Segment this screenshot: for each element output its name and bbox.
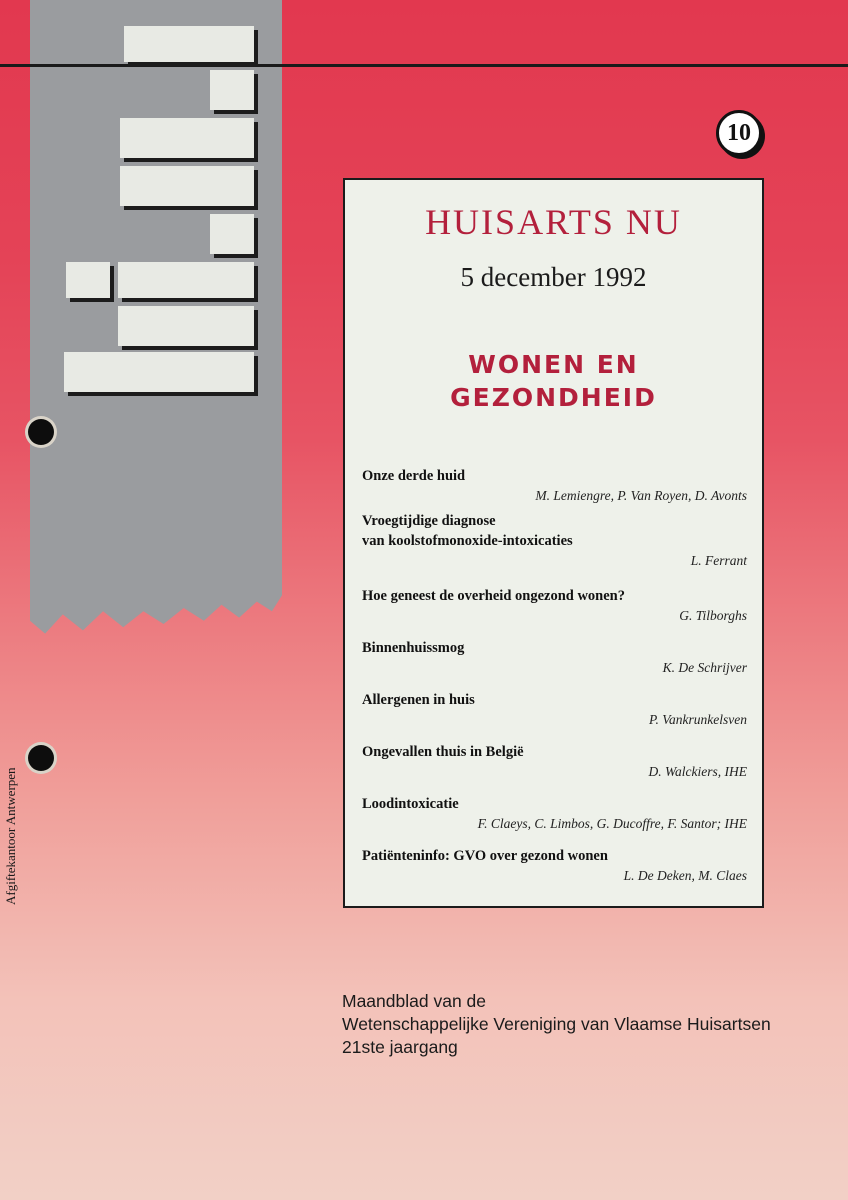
- logo-bar: [118, 306, 254, 346]
- article-item[interactable]: [362, 511, 747, 570]
- logo-bar: [64, 352, 254, 392]
- article-author: P. Vankrunkelsven: [649, 712, 747, 727]
- top-rule: [0, 64, 848, 67]
- magazine-title: HUISARTS NU: [425, 202, 682, 242]
- article-author: L. De Deken, M. Claes: [623, 868, 747, 883]
- article-item[interactable]: [362, 794, 747, 833]
- footer-line: Wetenschappelijke Vereniging van Vlaamse Huisartsen: [342, 1014, 771, 1034]
- article-title: Vroegtijdige diagnose: [362, 513, 496, 529]
- logo-bar: [118, 262, 254, 298]
- article-title: Patiënteninfo: GVO over gezond wonen: [362, 848, 608, 864]
- issue-date: 5 december 1992: [460, 262, 647, 292]
- issue-number-badge: 10: [716, 110, 762, 156]
- article-title: van koolstofmonoxide-intoxicaties: [362, 533, 573, 549]
- logo-bar: [124, 26, 254, 62]
- article-title: Loodintoxicatie: [362, 796, 459, 812]
- theme-line: WONEN EN: [468, 350, 639, 379]
- article-author: K. De Schrijver: [662, 660, 747, 675]
- article-author: F. Claeys, C. Limbos, G. Ducoffre, F. Santor; IHE: [477, 816, 747, 831]
- article-item[interactable]: [362, 690, 747, 729]
- binding-hole: [28, 419, 54, 445]
- binding-hole: [28, 745, 54, 771]
- article-author: G. Tilborghs: [679, 608, 747, 623]
- theme-line: GEZONDHEID: [450, 383, 657, 412]
- logo-bar: [210, 214, 254, 254]
- article-title: Onze derde huid: [362, 468, 466, 484]
- article-title: Hoe geneest de overheid ongezond wonen?: [362, 588, 625, 604]
- article-item[interactable]: [362, 638, 747, 677]
- publisher-footer: [342, 990, 812, 1059]
- issue-theme: [345, 348, 762, 414]
- article-author: L. Ferrant: [690, 553, 747, 568]
- article-item[interactable]: [362, 742, 747, 781]
- article-author: M. Lemiengre, P. Van Royen, D. Avonts: [535, 488, 747, 503]
- logo-bar: [120, 166, 254, 206]
- article-item[interactable]: [362, 466, 747, 505]
- article-title: Binnenhuissmog: [362, 640, 465, 656]
- footer-line: 21ste jaargang: [342, 1037, 458, 1057]
- article-title: Ongevallen thuis in België: [362, 744, 524, 760]
- logo-bar: [120, 118, 254, 158]
- article-author: D. Walckiers, IHE: [648, 764, 747, 779]
- contents-panel: [343, 178, 764, 908]
- article-item[interactable]: [362, 846, 747, 885]
- article-title: Allergenen in huis: [362, 692, 475, 708]
- footer-line: Maandblad van de: [342, 991, 486, 1011]
- logo-bar: [66, 262, 110, 298]
- article-item[interactable]: [362, 586, 747, 625]
- postal-note: Afgiftekantoor Antwerpen: [3, 767, 18, 905]
- logo-bar: [210, 70, 254, 110]
